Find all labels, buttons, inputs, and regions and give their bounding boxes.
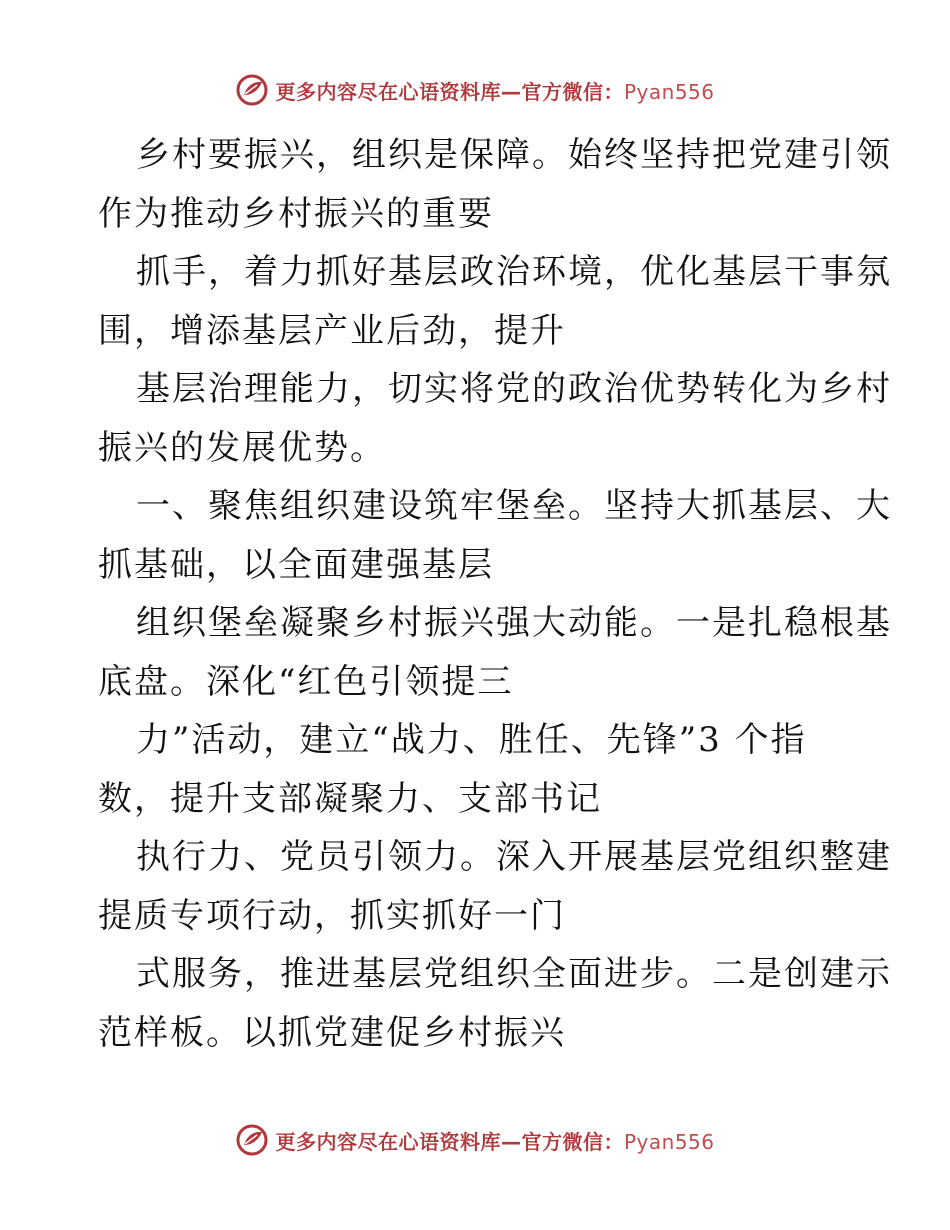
header-banner [0,70,950,110]
text-line: 抓基础，以全面建强基层 [98,544,494,585]
banner-dash: — [500,79,522,104]
text-line: 基层治理能力，切实将党的政治优势转化为乡村 [136,369,892,409]
footer-banner [0,1120,950,1160]
text-line: 力”活动，建立“战力、胜任、先锋”3 个指 [136,720,807,760]
banner-label: 官方微信： [521,1129,624,1154]
text-line: 组织堡垒凝聚乡村振兴强大动能。一是扎稳根基 [136,603,892,643]
text-line: 提质专项行动，抓实抓好一门 [98,895,566,936]
text-line: 数，提升支部凝聚力、支部书记 [98,778,602,819]
banner-handle: Pyan556 [623,1129,715,1154]
document-body [98,126,892,1062]
banner-label: 官方微信： [521,79,624,104]
text-line: 作为推动乡村振兴的重要 [98,193,494,234]
banner-dash: — [500,1129,522,1154]
leaf-seal-logo-icon [235,1123,269,1157]
text-line: 执行力、党员引领力。深入开展基层党组织整建 [136,837,892,877]
text-line: 底盘。深化“红色引领提三 [98,661,514,702]
text-line: 围，增添基层产业后劲，提升 [98,310,566,351]
banner-brand: 更多内容尽在心语资料库 [275,79,501,104]
text-line: 式服务，推进基层党组织全面进步。二是创建示 [136,954,892,994]
leaf-seal-logo-icon [235,73,269,107]
text-line: 范样板。以抓党建促乡村振兴 [98,1012,566,1053]
banner-text [275,1126,714,1155]
text-line: 振兴的发展优势。 [98,427,386,468]
banner-brand: 更多内容尽在心语资料库 [275,1129,501,1154]
text-line: 一、聚焦组织建设筑牢堡垒。坚持大抓基层、大 [136,486,892,526]
text-line: 乡村要振兴，组织是保障。始终坚持把党建引领 [136,135,892,175]
banner-text [275,76,714,105]
banner-handle: Pyan556 [623,79,715,104]
text-line: 抓手，着力抓好基层政治环境，优化基层干事氛 [136,252,892,292]
